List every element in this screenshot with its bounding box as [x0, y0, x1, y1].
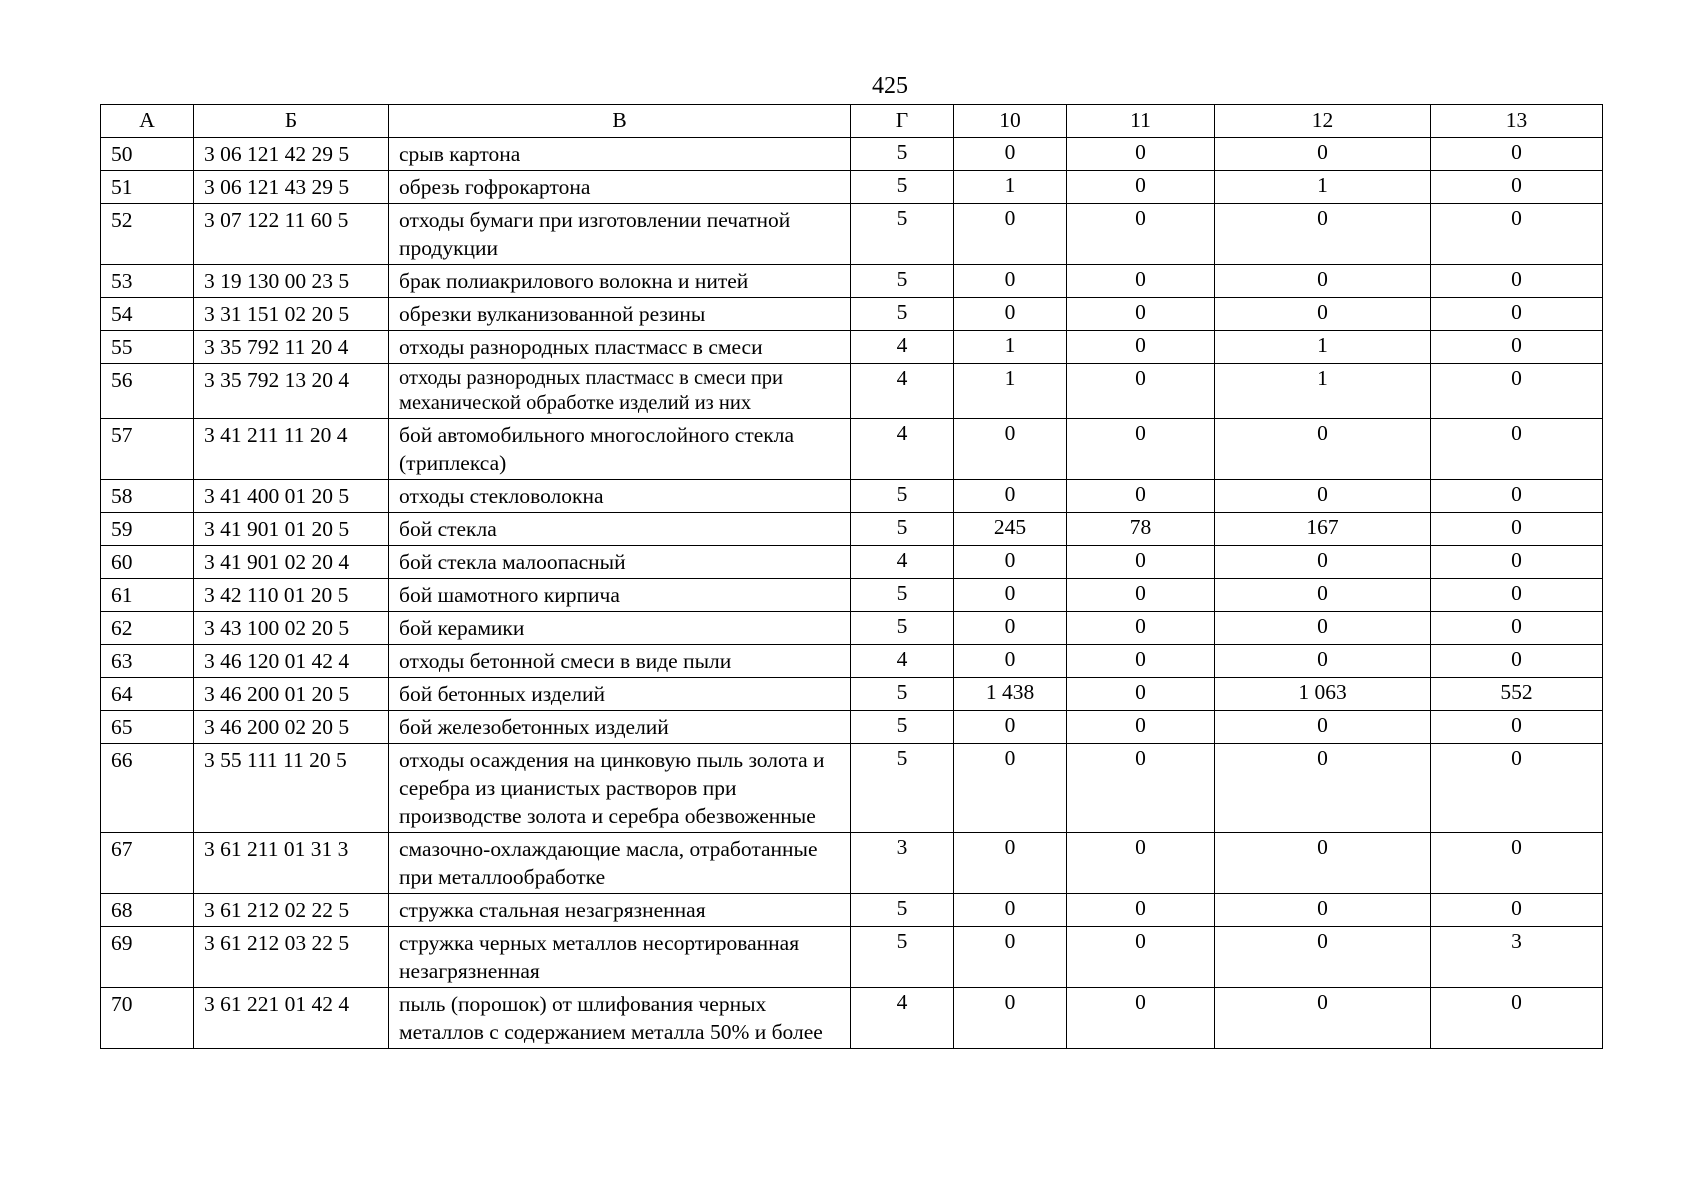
table-row	[101, 298, 1603, 331]
cell-col-10: 0	[954, 988, 1067, 1049]
cell-col-13: 0	[1431, 364, 1603, 419]
cell-col-13: 0	[1431, 833, 1603, 894]
cell-waste-code: 3 55 111 11 20 5	[194, 744, 389, 833]
cell-col-12: 0	[1215, 833, 1431, 894]
cell-col-13: 0	[1431, 265, 1603, 298]
cell-col-13: 0	[1431, 894, 1603, 927]
table-row	[101, 894, 1603, 927]
cell-col-12: 1	[1215, 331, 1431, 364]
cell-hazard-class: 4	[851, 364, 954, 419]
cell-col-11: 0	[1067, 480, 1215, 513]
cell-waste-name: отходы бумаги при изготовлении печатной продукции	[389, 204, 851, 265]
cell-hazard-class: 3	[851, 833, 954, 894]
table-row	[101, 678, 1603, 711]
cell-col-13: 0	[1431, 138, 1603, 171]
cell-index: 54	[101, 298, 194, 331]
cell-col-12: 0	[1215, 138, 1431, 171]
header-cell-11: 11	[1067, 105, 1215, 138]
cell-col-13: 0	[1431, 298, 1603, 331]
cell-col-12: 0	[1215, 612, 1431, 645]
cell-waste-name: стружка стальная незагрязненная	[389, 894, 851, 927]
cell-col-11: 0	[1067, 988, 1215, 1049]
cell-col-12: 0	[1215, 645, 1431, 678]
cell-col-11: 0	[1067, 171, 1215, 204]
cell-hazard-class: 5	[851, 480, 954, 513]
cell-col-11: 0	[1067, 894, 1215, 927]
cell-hazard-class: 5	[851, 138, 954, 171]
cell-waste-code: 3 61 212 03 22 5	[194, 927, 389, 988]
cell-index: 63	[101, 645, 194, 678]
table-row	[101, 480, 1603, 513]
cell-waste-name: бой железобетонных изделий	[389, 711, 851, 744]
cell-waste-name: бой шамотного кирпича	[389, 579, 851, 612]
cell-waste-name: брак полиакрилового волокна и нитей	[389, 265, 851, 298]
cell-col-13: 0	[1431, 645, 1603, 678]
header-cell-d: Г	[851, 105, 954, 138]
cell-col-13: 0	[1431, 579, 1603, 612]
cell-col-13: 0	[1431, 419, 1603, 480]
cell-waste-code: 3 42 110 01 20 5	[194, 579, 389, 612]
cell-waste-code: 3 07 122 11 60 5	[194, 204, 389, 265]
header-cell-12: 12	[1215, 105, 1431, 138]
cell-col-10: 0	[954, 298, 1067, 331]
cell-waste-name: бой автомобильного многослойного стекла (триплекса)	[389, 419, 851, 480]
cell-col-11: 0	[1067, 204, 1215, 265]
cell-col-13: 0	[1431, 612, 1603, 645]
cell-col-11: 0	[1067, 645, 1215, 678]
cell-col-11: 0	[1067, 927, 1215, 988]
cell-col-12: 1	[1215, 171, 1431, 204]
cell-hazard-class: 5	[851, 265, 954, 298]
table-row	[101, 331, 1603, 364]
table-row	[101, 171, 1603, 204]
cell-col-12: 0	[1215, 480, 1431, 513]
cell-col-10: 245	[954, 513, 1067, 546]
cell-waste-code: 3 46 120 01 42 4	[194, 645, 389, 678]
cell-waste-name: бой стекла малоопасный	[389, 546, 851, 579]
table-row	[101, 419, 1603, 480]
cell-col-11: 0	[1067, 331, 1215, 364]
cell-hazard-class: 5	[851, 612, 954, 645]
cell-hazard-class: 5	[851, 298, 954, 331]
cell-index: 69	[101, 927, 194, 988]
cell-col-11: 0	[1067, 419, 1215, 480]
cell-waste-code: 3 19 130 00 23 5	[194, 265, 389, 298]
cell-col-11: 0	[1067, 265, 1215, 298]
cell-col-13: 552	[1431, 678, 1603, 711]
cell-hazard-class: 5	[851, 678, 954, 711]
cell-waste-name: бой керамики	[389, 612, 851, 645]
cell-hazard-class: 4	[851, 419, 954, 480]
cell-hazard-class: 5	[851, 513, 954, 546]
cell-waste-code: 3 41 400 01 20 5	[194, 480, 389, 513]
cell-index: 57	[101, 419, 194, 480]
cell-waste-name: отходы стекловолокна	[389, 480, 851, 513]
cell-col-13: 0	[1431, 171, 1603, 204]
cell-waste-name: стружка черных металлов несортированная незагрязненная	[389, 927, 851, 988]
waste-table	[100, 104, 1603, 1049]
cell-col-13: 0	[1431, 744, 1603, 833]
cell-col-10: 0	[954, 894, 1067, 927]
cell-waste-name: отходы разнородных пластмасс в смеси при механической обработке изделий из них	[389, 364, 851, 419]
cell-waste-code: 3 61 211 01 31 3	[194, 833, 389, 894]
table-row	[101, 645, 1603, 678]
cell-index: 55	[101, 331, 194, 364]
cell-col-10: 0	[954, 265, 1067, 298]
cell-waste-code: 3 06 121 43 29 5	[194, 171, 389, 204]
cell-waste-code: 3 41 211 11 20 4	[194, 419, 389, 480]
cell-hazard-class: 4	[851, 988, 954, 1049]
page-number: 425	[872, 73, 908, 99]
cell-waste-name: бой стекла	[389, 513, 851, 546]
cell-index: 65	[101, 711, 194, 744]
cell-hazard-class: 4	[851, 331, 954, 364]
cell-col-12: 0	[1215, 711, 1431, 744]
cell-col-11: 0	[1067, 711, 1215, 744]
cell-index: 58	[101, 480, 194, 513]
table-row	[101, 927, 1603, 988]
cell-col-10: 0	[954, 419, 1067, 480]
cell-hazard-class: 5	[851, 711, 954, 744]
table-row	[101, 265, 1603, 298]
cell-col-12: 1 063	[1215, 678, 1431, 711]
cell-col-13: 3	[1431, 927, 1603, 988]
cell-index: 67	[101, 833, 194, 894]
table-row	[101, 138, 1603, 171]
cell-index: 50	[101, 138, 194, 171]
cell-index: 61	[101, 579, 194, 612]
cell-col-10: 1	[954, 331, 1067, 364]
cell-col-10: 0	[954, 546, 1067, 579]
cell-col-10: 0	[954, 927, 1067, 988]
cell-index: 62	[101, 612, 194, 645]
cell-waste-name: отходы осаждения на цинковую пыль золота и серебра из цианистых растворов при производстве золота и серебра обезвоженные	[389, 744, 851, 833]
header-cell-a: А	[101, 105, 194, 138]
cell-col-12: 1	[1215, 364, 1431, 419]
cell-col-11: 0	[1067, 744, 1215, 833]
cell-waste-code: 3 43 100 02 20 5	[194, 612, 389, 645]
cell-index: 68	[101, 894, 194, 927]
cell-col-11: 0	[1067, 298, 1215, 331]
cell-col-12: 0	[1215, 988, 1431, 1049]
cell-col-10: 0	[954, 579, 1067, 612]
header-cell-c: В	[389, 105, 851, 138]
cell-hazard-class: 5	[851, 744, 954, 833]
cell-waste-code: 3 35 792 13 20 4	[194, 364, 389, 419]
table-header	[101, 105, 1603, 138]
cell-col-11: 0	[1067, 612, 1215, 645]
cell-waste-code: 3 31 151 02 20 5	[194, 298, 389, 331]
cell-index: 60	[101, 546, 194, 579]
cell-col-12: 0	[1215, 579, 1431, 612]
cell-col-13: 0	[1431, 988, 1603, 1049]
cell-col-11: 0	[1067, 364, 1215, 419]
cell-col-10: 0	[954, 204, 1067, 265]
cell-index: 52	[101, 204, 194, 265]
cell-col-11: 0	[1067, 546, 1215, 579]
cell-col-11: 0	[1067, 833, 1215, 894]
table-row	[101, 546, 1603, 579]
cell-index: 51	[101, 171, 194, 204]
cell-waste-code: 3 41 901 02 20 4	[194, 546, 389, 579]
cell-col-10: 0	[954, 833, 1067, 894]
cell-index: 70	[101, 988, 194, 1049]
header-row	[101, 105, 1603, 138]
cell-hazard-class: 5	[851, 579, 954, 612]
cell-waste-name: отходы разнородных пластмасс в смеси	[389, 331, 851, 364]
header-cell-10: 10	[954, 105, 1067, 138]
cell-waste-code: 3 35 792 11 20 4	[194, 331, 389, 364]
cell-col-13: 0	[1431, 546, 1603, 579]
cell-waste-code: 3 46 200 02 20 5	[194, 711, 389, 744]
cell-col-10: 0	[954, 480, 1067, 513]
table-row	[101, 579, 1603, 612]
cell-hazard-class: 5	[851, 204, 954, 265]
table-row	[101, 513, 1603, 546]
cell-col-10: 1	[954, 364, 1067, 419]
cell-col-12: 0	[1215, 298, 1431, 331]
cell-hazard-class: 4	[851, 645, 954, 678]
cell-hazard-class: 5	[851, 927, 954, 988]
cell-col-12: 0	[1215, 265, 1431, 298]
cell-index: 66	[101, 744, 194, 833]
cell-waste-code: 3 46 200 01 20 5	[194, 678, 389, 711]
cell-waste-name: смазочно-охлаждающие масла, отработанные при металлообработке	[389, 833, 851, 894]
cell-index: 64	[101, 678, 194, 711]
cell-waste-name: обрезь гофрокартона	[389, 171, 851, 204]
table-row	[101, 364, 1603, 419]
table-body	[101, 138, 1603, 1049]
cell-col-11: 78	[1067, 513, 1215, 546]
cell-col-10: 1 438	[954, 678, 1067, 711]
cell-col-13: 0	[1431, 204, 1603, 265]
cell-index: 53	[101, 265, 194, 298]
cell-col-11: 0	[1067, 138, 1215, 171]
cell-col-12: 0	[1215, 744, 1431, 833]
cell-col-10: 0	[954, 711, 1067, 744]
cell-waste-name: бой бетонных изделий	[389, 678, 851, 711]
cell-col-12: 0	[1215, 927, 1431, 988]
cell-hazard-class: 5	[851, 171, 954, 204]
cell-col-10: 0	[954, 645, 1067, 678]
header-cell-13: 13	[1431, 105, 1603, 138]
cell-col-13: 0	[1431, 513, 1603, 546]
cell-waste-name: отходы бетонной смеси в виде пыли	[389, 645, 851, 678]
cell-index: 59	[101, 513, 194, 546]
cell-col-10: 0	[954, 138, 1067, 171]
table-row	[101, 612, 1603, 645]
cell-waste-code: 3 41 901 01 20 5	[194, 513, 389, 546]
table-row	[101, 711, 1603, 744]
cell-waste-name: пыль (порошок) от шлифования черных металлов с содержанием металла 50% и более	[389, 988, 851, 1049]
cell-col-13: 0	[1431, 480, 1603, 513]
cell-index: 56	[101, 364, 194, 419]
cell-waste-code: 3 06 121 42 29 5	[194, 138, 389, 171]
cell-col-12: 0	[1215, 894, 1431, 927]
cell-col-12: 0	[1215, 419, 1431, 480]
cell-col-10: 1	[954, 171, 1067, 204]
cell-col-11: 0	[1067, 678, 1215, 711]
cell-waste-code: 3 61 221 01 42 4	[194, 988, 389, 1049]
cell-col-13: 0	[1431, 331, 1603, 364]
cell-hazard-class: 5	[851, 894, 954, 927]
cell-col-10: 0	[954, 744, 1067, 833]
table-row	[101, 833, 1603, 894]
cell-col-10: 0	[954, 612, 1067, 645]
table-row	[101, 988, 1603, 1049]
cell-col-11: 0	[1067, 579, 1215, 612]
cell-waste-name: срыв картона	[389, 138, 851, 171]
cell-hazard-class: 4	[851, 546, 954, 579]
cell-col-13: 0	[1431, 711, 1603, 744]
table-row	[101, 204, 1603, 265]
header-cell-b: Б	[194, 105, 389, 138]
cell-col-12: 0	[1215, 204, 1431, 265]
cell-waste-code: 3 61 212 02 22 5	[194, 894, 389, 927]
cell-col-12: 167	[1215, 513, 1431, 546]
cell-waste-name: обрезки вулканизованной резины	[389, 298, 851, 331]
table-row	[101, 744, 1603, 833]
cell-col-12: 0	[1215, 546, 1431, 579]
